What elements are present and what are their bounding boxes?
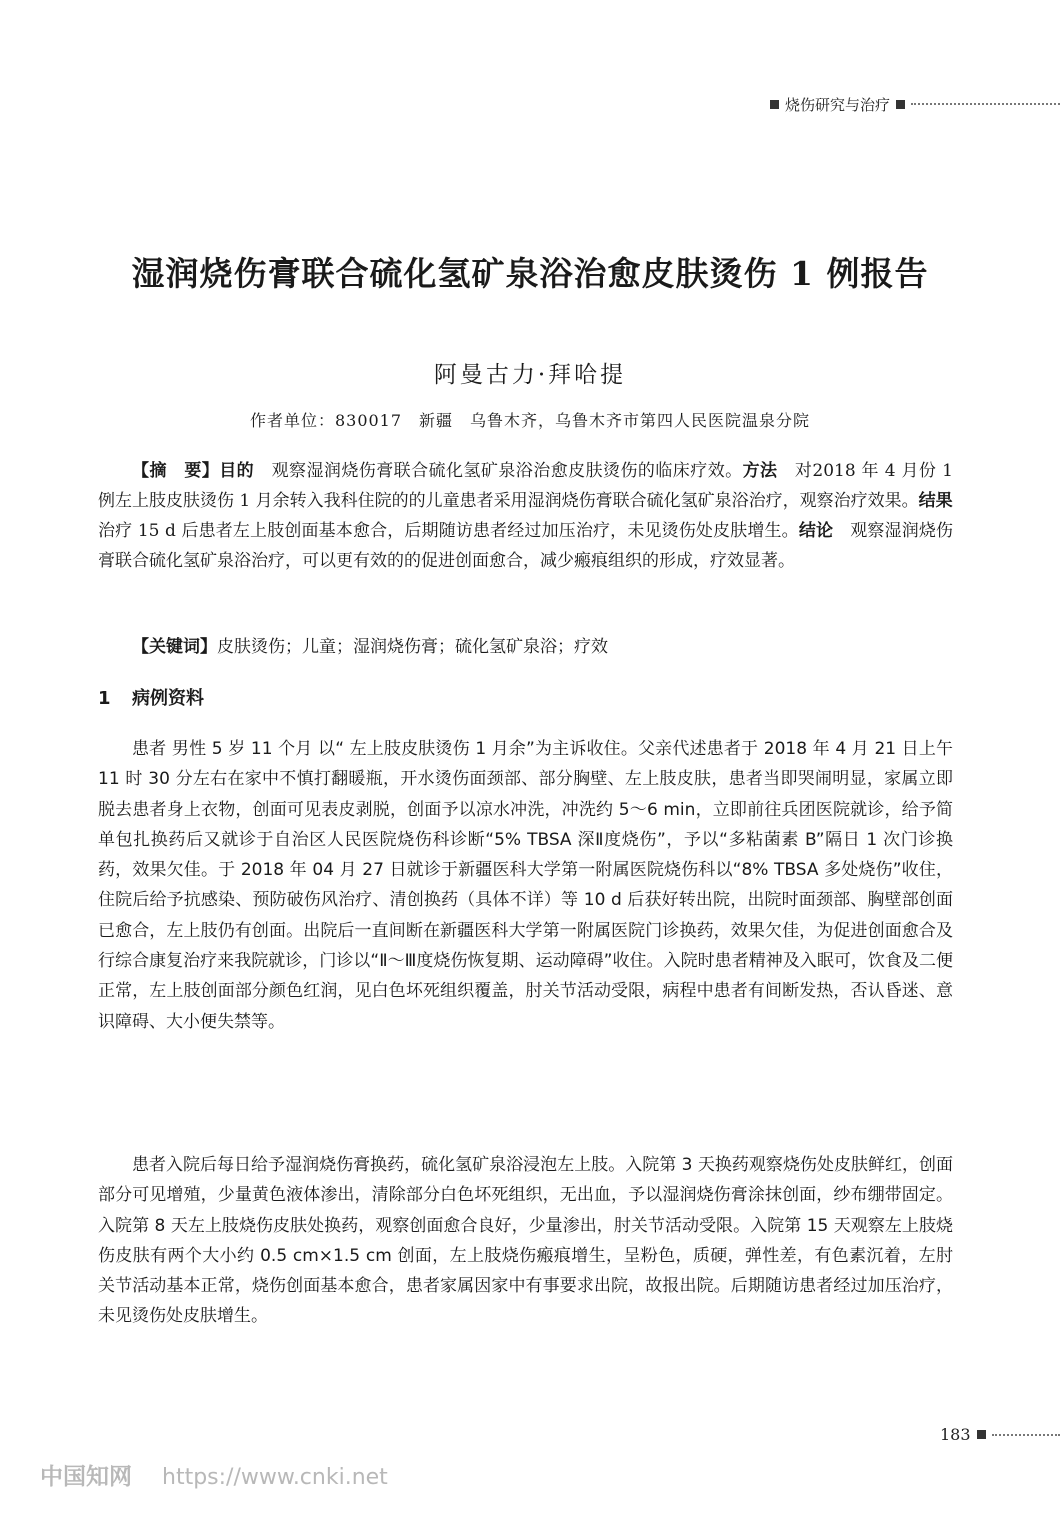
objective-text: 观察湿润烧伤膏联合硫化氢矿泉浴治愈皮肤烫伤的临床疗效。 [254, 461, 743, 481]
abstract [98, 456, 970, 576]
conclusion-label: 结论 [798, 521, 834, 541]
running-header [770, 92, 1060, 116]
conclusion-text: 观察湿润烧伤膏联合硫化氢矿泉浴治疗，可以更有效的的促进创面愈合，减少瘢痕组织的形成，疗效显著。 [98, 521, 953, 571]
dotted-rule [992, 1434, 1060, 1436]
abstract-label: 【摘 要】 [132, 461, 220, 481]
square-bullet-icon [770, 100, 779, 109]
section-title: 病例资料 [132, 688, 204, 709]
keywords-label: 【关键词】 [132, 637, 217, 657]
objective-label: 目的 [219, 461, 255, 481]
page-number: 183 [940, 1425, 971, 1444]
results-text: 治疗 15 d 后患者左上肢创面基本愈合，后期随访患者经过加压治疗，未见烫伤处皮肤增生。 [98, 491, 970, 541]
page-number-row [940, 1425, 1060, 1444]
results-label: 结果 [918, 491, 953, 511]
watermark [40, 1458, 388, 1491]
keywords [98, 632, 953, 662]
keywords-text: 皮肤烫伤；儿童；湿润烧伤膏；硫化氢矿泉浴；疗效 [217, 637, 608, 657]
journal-section: 烧伤研究与治疗 [785, 95, 891, 114]
author-name: 阿曼古力·拜哈提 [433, 362, 627, 388]
article-title: 湿润烧伤膏联合硫化氢矿泉浴治愈皮肤烫伤 1 例报告 [131, 254, 929, 293]
methods-text: 对2018 年 4 月份 1 例左上肢皮肤烫伤 1 月余转入我科住院的的儿童患者采用湿润烧伤膏联合硫化氢矿泉浴治疗，观察治疗效果。 [98, 461, 954, 511]
square-bullet-icon [977, 1430, 986, 1439]
methods-label: 方法 [742, 461, 778, 481]
dotted-rule [911, 103, 1060, 105]
square-bullet-icon [896, 100, 905, 109]
section-heading [98, 684, 204, 710]
body-paragraph: 患者入院后每日给予湿润烧伤膏换药，硫化氢矿泉浴浸泡左上肢。入院第 3 天换药观察烧伤处皮肤鲜红，创面部分可见增殖，少量黄色液体渗出，清除部分白色坏死组织，无出血，予以湿润烧伤膏涂抹创面，纱布绷带固定。入院第 8 天左上肢烧伤皮肤处换药，观察创面愈合良好，少量渗出，肘关节活动受限。入院第 15 天观察左上肢烧伤皮肤有两个大小约 0.5 cm×1.5 cm 创面，左上肢烧伤瘢痕增生，呈粉色，质硬，弹性差，有色素沉着，左肘关节活动基本正常，烧伤创面基本愈合，患者家属因家中有事要求出院，故报出院。后期随访患者经过加压治疗，未见烫伤处皮肤增生。 [98, 1155, 953, 1327]
section-number: 1 [98, 688, 111, 709]
cnki-logo: 中国知网 [40, 1464, 132, 1490]
cnki-url: https://www.cnki.net [162, 1465, 388, 1490]
author-affiliation: 作者单位：830017 新疆 乌鲁木齐，乌鲁木齐市第四人民医院温泉分院 [249, 411, 811, 430]
body-paragraph: 患者 男性 5 岁 11 个月 以“ 左上肢皮肤烫伤 1 月余”为主诉收住。父亲代述患者于 2018 年 4 月 21 日上午 11 时 30 分左右在家中不慎打翻暖瓶，开水烫伤面颈部、部分胸壁、左上肢皮肤，患者当即哭闹明显，家属立即脱去患者身上衣物，创面可见表皮剥脱，创面予以凉水冲洗，冲洗约 5～6 min，立即前往兵团医院就诊，给予简单包扎换药后又就诊于自治区人民医院烧伤科诊断“5% TBSA 深Ⅱ度烧伤”，予以“多粘菌素 B”隔日 1 次门诊换药，效果欠佳。于 2018 年 04 月 27 日就诊于新疆医科大学第一附属医院烧伤科以“8% TBSA 多处烧伤”收住，住院后给予抗感染、预防破伤风治疗、清创换药（具体不详）等 10 d 后获好转出院，出院时面颈部、胸壁部创面已愈合，左上肢仍有创面。出院后一直间断在新疆医科大学第一附属医院门诊换药，效果欠佳，为促进创面愈合及行综合康复治疗来我院就诊，门诊以“Ⅱ～Ⅲ度烧伤恢复期、运动障碍”收住。入院时患者精神及入眠可，饮食及二便正常，左上肢创面部分颜色红润，见白色坏死组织覆盖，肘关节活动受限，病程中患者有间断发热，否认昏迷、意识障碍、大小便失禁等。 [98, 739, 953, 1032]
